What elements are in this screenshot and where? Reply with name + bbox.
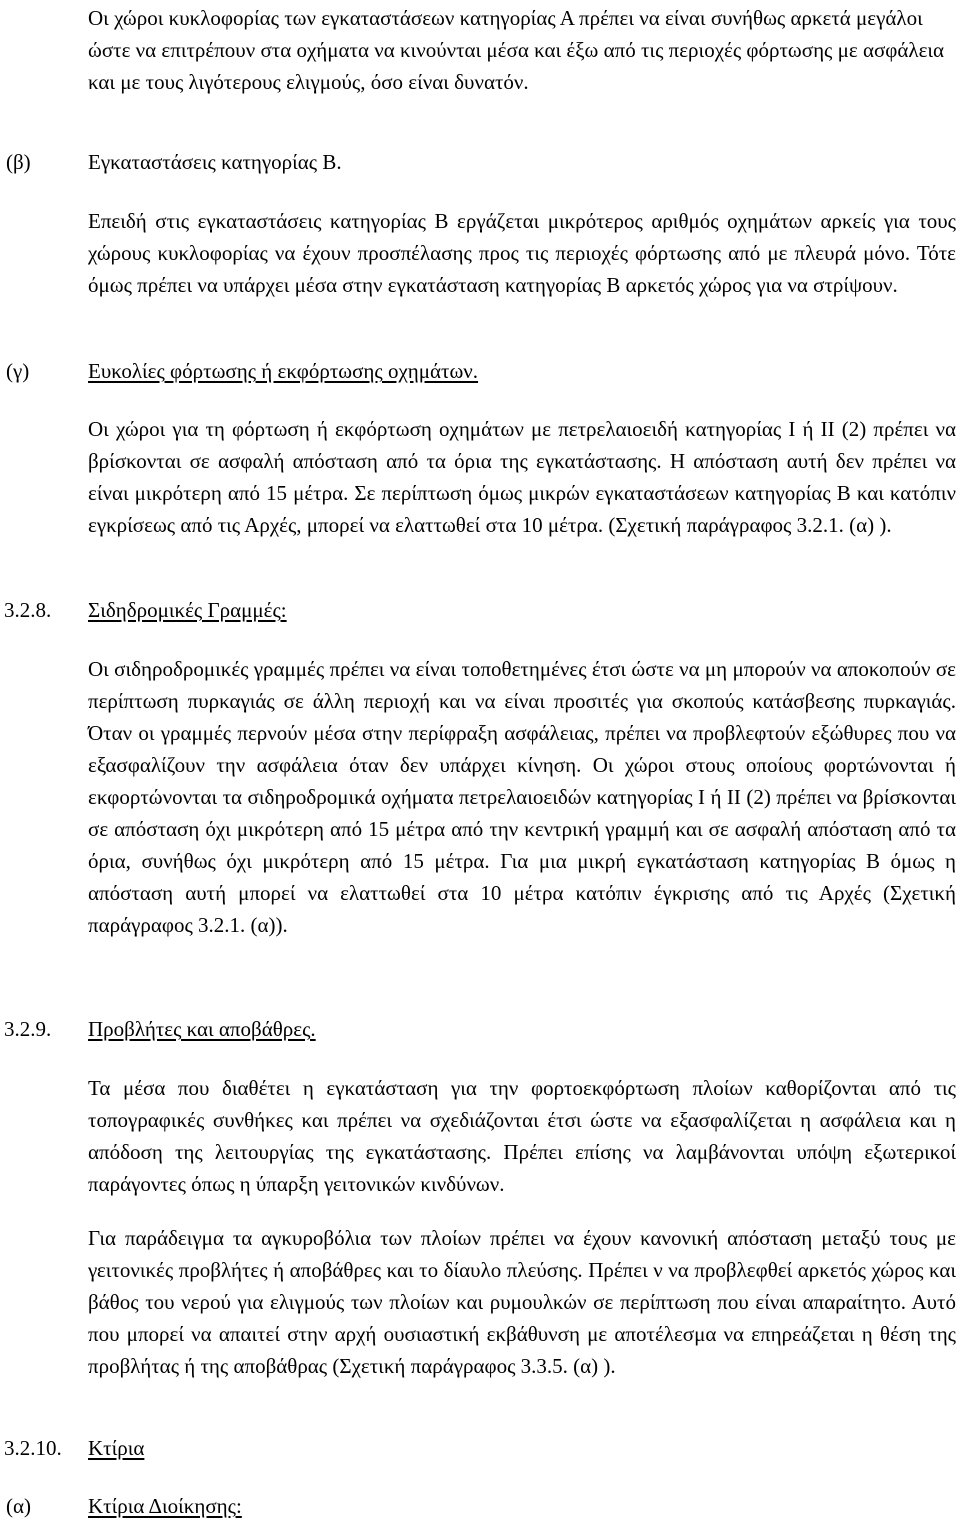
section-329-text-1: Τα μέσα που διαθέτει η εγκατάσταση για την φορτοεκφόρτωση πλοίων καθορίζονται από τις τοπογραφικές συνθήκες και πρέπει να σχεδιάζονται έτσι ώστε να εξασφαλίζεται η ασφάλεια και η απόδοση της λειτουργίας της εγκατάστασης. Πρέπει επίσης να λαμβάνονται υπόψη εξωτερικοί παράγοντες όπως η ύπαρξη γειτονικών κινδύνων. <box>88 1076 956 1196</box>
section-329-text-2: Για παράδειγμα τα αγκυροβόλια των πλοίων πρέπει να έχουν κανονική απόσταση μεταξύ τους με γειτονικές προβλήτες ή αποβάθρες και το δίαυλο πλεύσης. Πρέπει ν να προβλεφθεί αρκετός χώρος και βάθος του νερού για ελιγμούς των πλοίων και ρυμουλκών σε περίπτωση που είναι απαραίτητο. Αυτό που μπορεί να απαιτεί στην αρχή ουσιαστική εκβάθυνση με αποτέλεσμα να επηρεάζεται η θέση της προβλήτας ή της αποβάθρας (Σχετική παράγραφος 3.3.5. (α) ). <box>88 1226 956 1378</box>
gamma-heading: Ευκολίες φόρτωσης ή εκφόρτωσης οχημάτων. <box>88 359 479 383</box>
section-329-paragraph-1 <box>88 1072 956 1200</box>
section-328-text: Οι σιδηροδρομικές γραμμές πρέπει να είναι τοποθετημένες έτσι ώστε να μη μπορούν να αποκοπούν σε περίπτωση πυρκαγιάς σε άλλη περιοχή και να είναι προσιτές για σκοπούς κατάσβεσης πυρκαγιάς. Όταν οι γραμμές περνούν μέσα στην περίφραξη ασφάλειας, πρέπει να προβλεφτούν εξώθυρες που να εξασφαλίζουν την ασφάλεια όταν δεν υπάρχει κίνηση. Οι χώροι στους οποίους φορτώνονται ή εκφορτώνονται τα σιδηροδρομικά οχήματα πετρελαιοειδών κατηγορίας Ι ή ΙΙ (2) πρέπει να βρίσκονται σε απόσταση όχι μικρότερη από 15 μέτρα από την κεντρική γραμμή και σε ασφαλή απόσταση από τα όρια, συνήθως όχι μικρότερη από 15 μέτρα. Για μια μικρή εγκατάσταση κατηγορίας Β όμως η απόσταση αυτή μπορεί να ελαττωθεί στα 10 μέτρα κατόπιν έγκρισης από τις Αρχές (Σχετική παράγραφος 3.2.1. (α)). <box>88 657 956 937</box>
gamma-text: Οι χώροι για τη φόρτωση ή εκφόρτωση οχημάτων με πετρελαιοειδή κατηγορίας Ι ή ΙΙ (2) πρέπει να βρίσκονται σε ασφαλή απόσταση από τα όρια της εγκατάστασης. Η απόσταση αυτή δεν πρέπει να είναι μικρότερη από 15 μέτρα. Σε περίπτωση όμως μικρών εγκαταστάσεων κατηγορίας Β και κατόπιν εγκρίσεως από τις Αρχές, μπορεί να ελαττωθεί στα 10 μέτρα. (Σχετική παράγραφος 3.2.1. (α) ). <box>88 417 956 537</box>
beta-marker: (β) <box>6 150 31 174</box>
section-329-number: 3.2.9. <box>4 1017 52 1041</box>
section-3210-number: 3.2.10. <box>4 1436 62 1460</box>
section-328-paragraph <box>88 653 956 941</box>
gamma-paragraph <box>88 413 956 541</box>
beta-text: Επειδή στις εγκαταστάσεις κατηγορίας Β εργάζεται μικρότερος αριθμός οχημάτων αρκείς για τους χώρους κυκλοφορίας να έχουν προσπέλασης προς τις περιοχές φόρτωσης από με πλευρά μόνο. Τότε όμως πρέπει να υπάρχει μέσα στην εγκατάσταση κατηγορίας Β αρκετός χώρος για να στρίψουν. <box>88 209 956 297</box>
alpha-heading: Κτίρια Διοίκησης: <box>88 1494 242 1518</box>
section-329-heading: Προβλήτες και αποβάθρες. <box>88 1017 316 1041</box>
section-3210-heading: Κτίρια <box>88 1436 145 1460</box>
beta-paragraph <box>88 205 956 301</box>
alpha-marker: (α) <box>6 1494 31 1518</box>
intro-paragraph <box>88 2 956 98</box>
section-328-heading: Σιδηδρομικές Γραμμές: <box>88 598 287 622</box>
intro-text: Οι χώροι κυκλοφορίας των εγκαταστάσεων κατηγορίας Α πρέπει να είναι συνήθως αρκετά μεγάλοι ώστε να επιτρέπουν στα οχήματα να κινούνται μέσα και έξω από τις περιοχές φόρτωσης με ασφάλεια και με τους λιγότερους ελιγμούς, όσο είναι δυνατόν. <box>88 6 945 94</box>
section-328-number: 3.2.8. <box>4 598 52 622</box>
section-329-paragraph-2 <box>88 1222 956 1382</box>
beta-heading: Εγκαταστάσεις κατηγορίας Β. <box>88 150 342 174</box>
gamma-marker: (γ) <box>6 359 30 383</box>
